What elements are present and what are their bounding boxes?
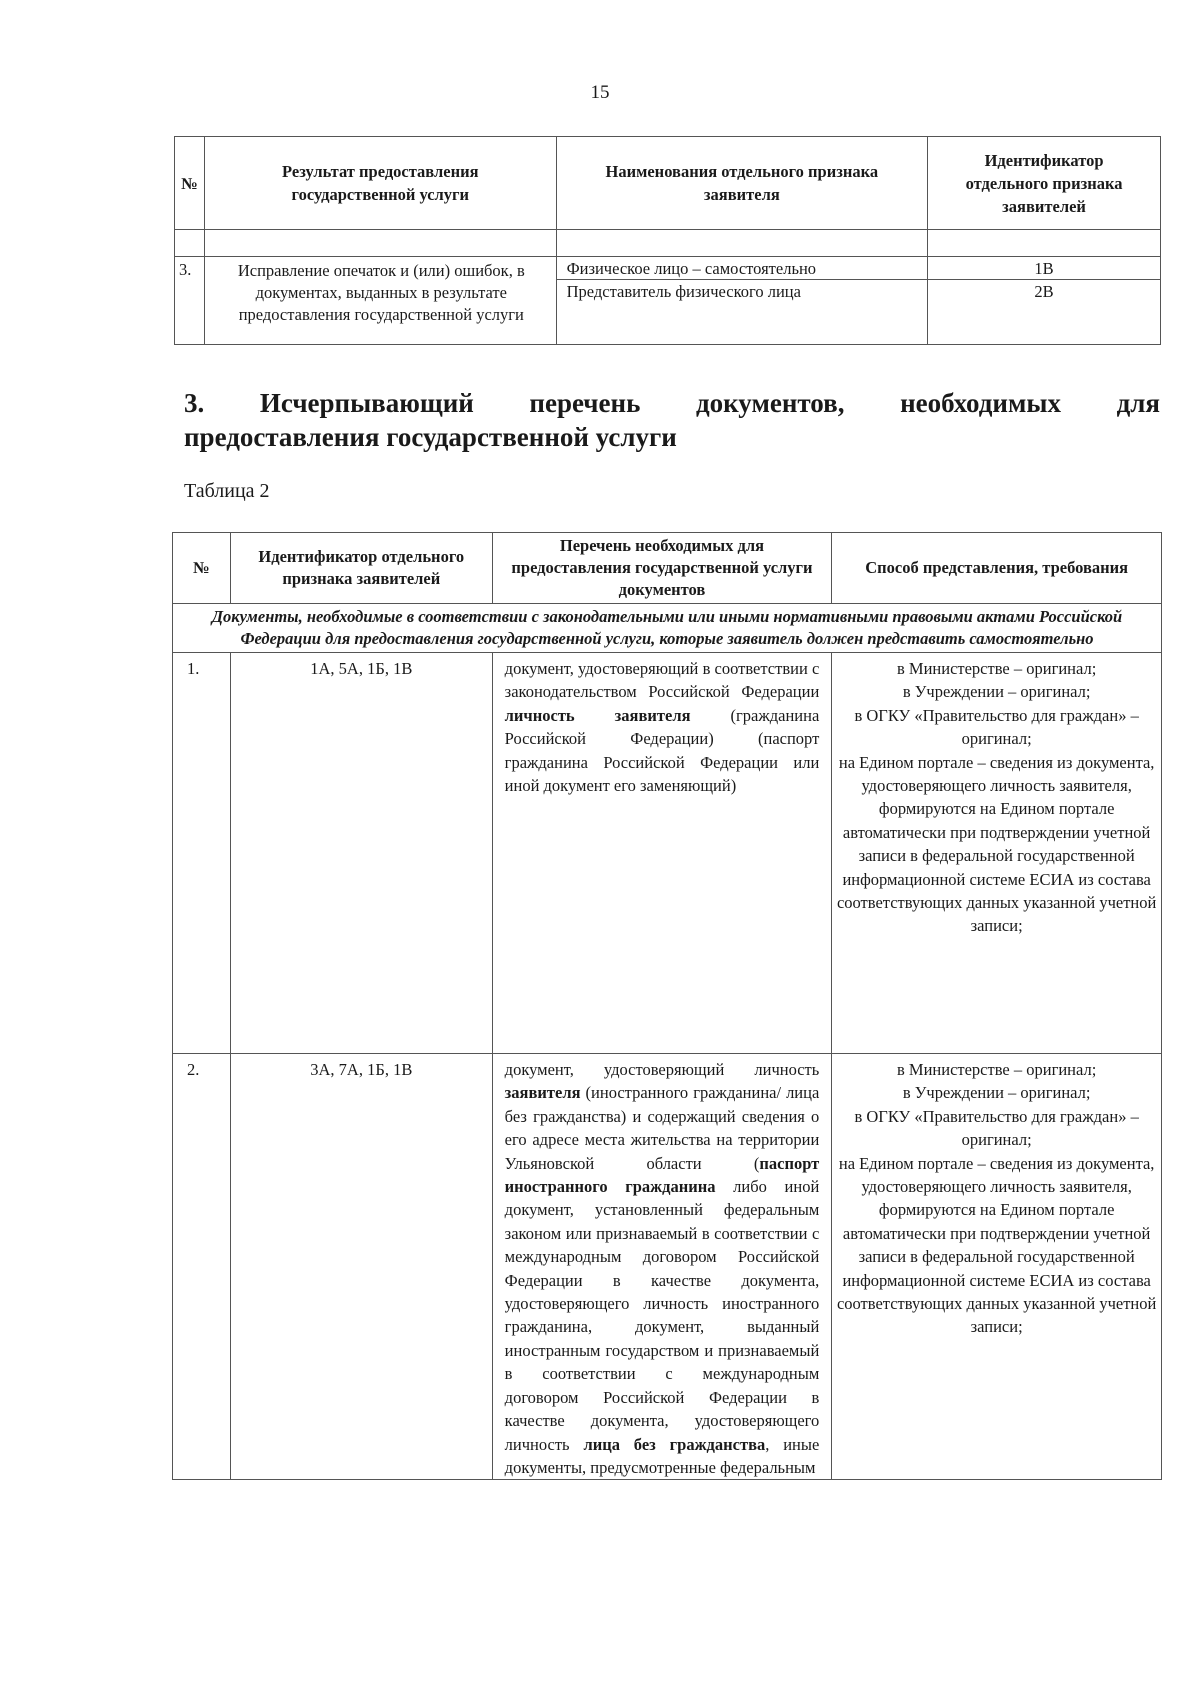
- t1-header-result: Результат предоставления государственной услуги: [204, 137, 556, 230]
- t2-row1-doc: документ, удостоверяющий в соответствии с законодательством Российской Федерации личность заявителя (гражданина Российской Федерации) (паспорт гражданина Российской Федерации или иной документ его заменяющий): [492, 653, 832, 1054]
- table1-spacer-row: [175, 230, 1161, 257]
- t2-header-id: Идентификатор отдельного признака заявителей: [230, 533, 492, 604]
- page-number: 15: [590, 82, 610, 103]
- t2-row2-doc: документ, удостоверяющий личность заявителя (иностранного гражданина/ лица без гражданства) и содержащий сведения о его адресе места жительства на территории Ульяновской области (паспорт иностранного гражданина либо иной документ, установленный федеральным законом или признаваемый в соответствии с международным договором Российской Федерации в качестве документа, удостоверяющего личность иностранного гражданина, документ, выданный иностранным государством и признаваемый в соответствии с международным договором Российской Федерации в качестве документа, удостоверяющего личность лица без гражданства, иные документы, предусмотренные федеральным: [492, 1054, 832, 1480]
- t2-header-docs: Перечень необходимых для предоставления государственной услуги документов: [492, 533, 832, 604]
- table2-subheader-row: [173, 604, 1162, 653]
- t2-row1-ids: 1А, 5А, 1Б, 1В: [230, 653, 492, 1054]
- t1-header-name: Наименования отдельного признака заявителя: [556, 137, 928, 230]
- section-number: 3.: [184, 388, 205, 418]
- table1-header-row: [175, 137, 1161, 230]
- t2-row1-req: в Министерстве – оригинал; в Учреждении – оригинал; в ОГКУ «Правительство для граждан» – оригинал; на Едином портале – сведения из документа, удостоверяющего личность заявителя, формируются на Едином портале автоматически при подтверждении учетной записи в федеральной государственной информационной системе ЕСИА из состава соответствующих данных указанной учетной записи;: [832, 653, 1162, 1054]
- t2-row2-ids: 3А, 7А, 1Б, 1В: [230, 1054, 492, 1480]
- section-title-line2: предоставления государственной услуги: [184, 422, 677, 452]
- t1-row-id-2: 2В: [928, 280, 1161, 345]
- table-row: [173, 653, 1162, 1054]
- table-caption: Таблица 2: [184, 480, 270, 502]
- t2-header-req: Способ представления, требования: [832, 533, 1162, 604]
- t2-subheader: Документы, необходимые в соответствии с законодательными или иными нормативными правовыми актами Российской Федерации для предоставления государственной услуги, которые заявитель должен представить самостоятельно: [173, 604, 1162, 653]
- table-row: [173, 1054, 1162, 1480]
- t2-row2-num: 2.: [173, 1054, 231, 1480]
- section-heading: [184, 386, 1160, 454]
- t2-row1-num: 1.: [173, 653, 231, 1054]
- section-title-line1: Исчерпывающий перечень документов, необходимых для: [259, 388, 1160, 418]
- table-row: [175, 257, 1161, 280]
- t1-row-name-1: Физическое лицо – самостоятельно: [556, 257, 928, 280]
- t2-row2-req: в Министерстве – оригинал; в Учреждении – оригинал; в ОГКУ «Правительство для граждан» – оригинал; на Едином портале – сведения из документа, удостоверяющего личность заявителя, формируются на Едином портале автоматически при подтверждении учетной записи в федеральной государственной информационной системе ЕСИА из состава соответствующих данных указанной учетной записи;: [832, 1054, 1162, 1480]
- t1-row-num: 3.: [175, 257, 205, 345]
- applicant-features-table: [174, 136, 1161, 345]
- documents-table: [172, 532, 1162, 1480]
- t1-header-id: Идентификатор отдельного признака заявителей: [928, 137, 1161, 230]
- t1-row-name-2: Представитель физического лица: [556, 280, 928, 345]
- t1-header-num: №: [175, 137, 205, 230]
- table2-header-row: [173, 533, 1162, 604]
- t1-row-id-1: 1В: [928, 257, 1161, 280]
- t1-row-result: Исправление опечаток и (или) ошибок, в документах, выданных в результате предоставления государственной услуги: [204, 257, 556, 345]
- t2-header-num: №: [173, 533, 231, 604]
